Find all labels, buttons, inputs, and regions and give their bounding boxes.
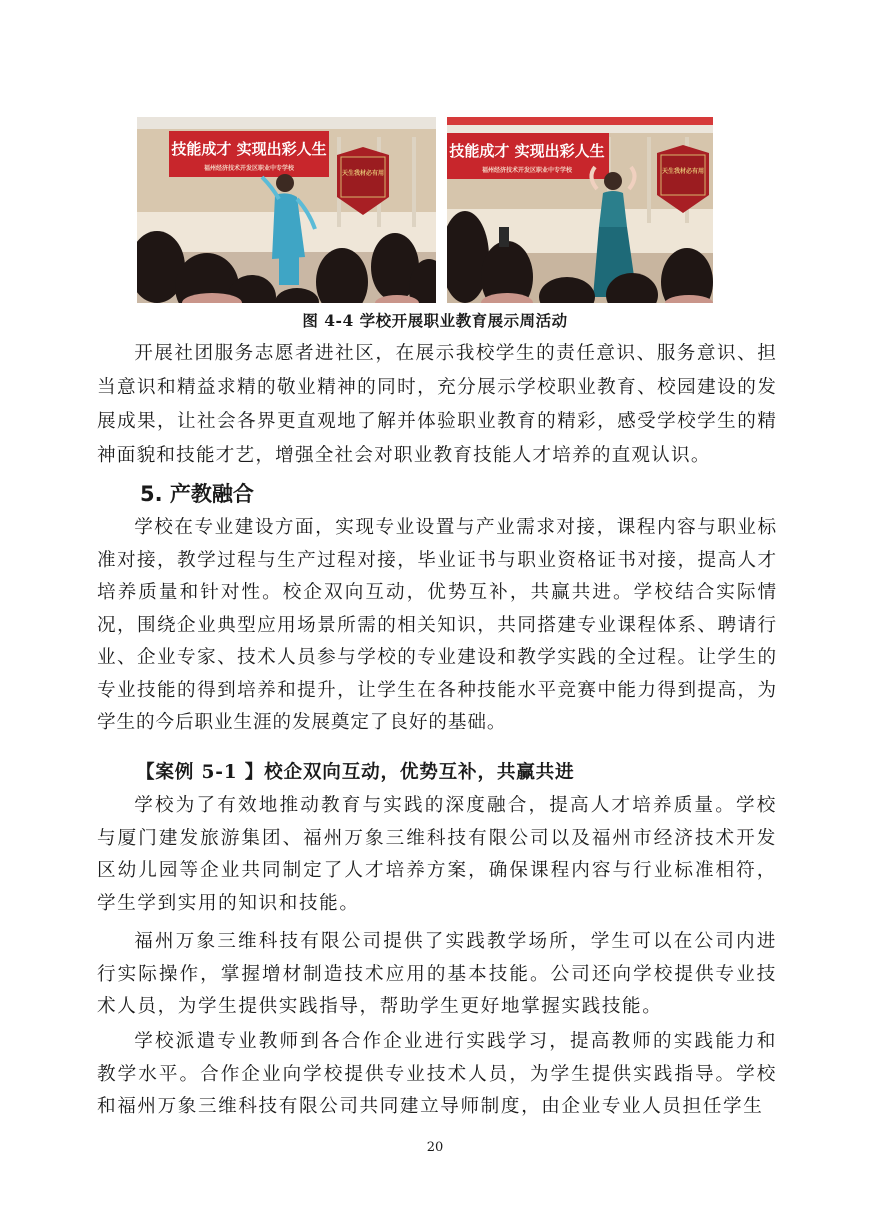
page-number: 20 <box>426 1140 444 1155</box>
case-paragraph-1: 学校为了有效地推动教育与实践的深度融合，提高人才培养质量。学校与厦门建发旅游集团、福州万象三维科技有限公司以及福州市经济技术开发区幼儿园等企业共同制定了人才培养方案，确保课程内容与行业标准相符，学生学到实用的知识和技能。 <box>97 795 777 915</box>
banner-sub-text: 福州经济技术开发区职业中专学校 <box>481 167 573 174</box>
banner-main-text: 技能成才 实现出彩人生 <box>171 140 327 158</box>
case-paragraph-2: 福州万象三维科技有限公司提供了实践教学场所，学生可以在公司内进行实际操作，掌握增材制造技术应用的基本技能。公司还向学校提供专业技术人员，为学生提供实践指导，帮助学生更好地掌握实践技能。 <box>97 931 777 1018</box>
case-title: 【案例 5-1 】校企双向互动，优势互补，共赢共进 <box>136 762 575 783</box>
case-paragraph-3: 学校派遣专业教师到各合作企业进行实践学习，提高教师的实践能力和教学水平。合作企业向学校提供专业技术人员，为学生提供实践指导。学校和福州万象三维科技有限公司共同建立导师制度，由企业专业人员担任学生 <box>97 1031 777 1118</box>
pennant-text: 天生我材必有用 <box>341 170 385 177</box>
banner-sub-text: 福州经济技术开发区职业中专学校 <box>203 165 295 172</box>
figure-caption: 图 4-4 学校开展职业教育展示周活动 <box>302 311 568 330</box>
paragraph-industry-education: 学校在专业建设方面，实现专业设置与产业需求对接，课程内容与职业标准对接，教学过程与生产过程对接，毕业证书与职业资格证书对接，提高人才培养质量和针对性。校企双向互动，优势互补，共赢共进。学校结合实际情况，围绕企业典型应用场景所需的相关知识，共同搭建专业课程体系、聘请行业、企业专家、技术人员参与学校的专业建设和教学实践的全过程。让学生的专业技能的得到培养和提升，让学生在各种技能水平竞赛中能力得到提高，为学生的今后职业生涯的发展奠定了良好的基础。 <box>97 517 777 733</box>
performance-photo-right <box>447 117 713 303</box>
paragraph-community-service: 开展社团服务志愿者进社区，在展示我校学生的责任意识、服务意识、担当意识和精益求精的敬业精神的同时，充分展示学校职业教育、校园建设的发展成果，让社会各界更直观地了解并体验职业教育的精彩，感受学校学生的精神面貌和技能才艺，增强全社会对职业教育技能人才培养的直观认识。 <box>97 343 777 466</box>
section-heading: 5. 产教融合 <box>140 482 254 506</box>
pennant-text: 天生我材必有用 <box>661 168 705 175</box>
performance-photo-left <box>137 117 436 303</box>
banner-main-text: 技能成才 实现出彩人生 <box>449 142 605 160</box>
